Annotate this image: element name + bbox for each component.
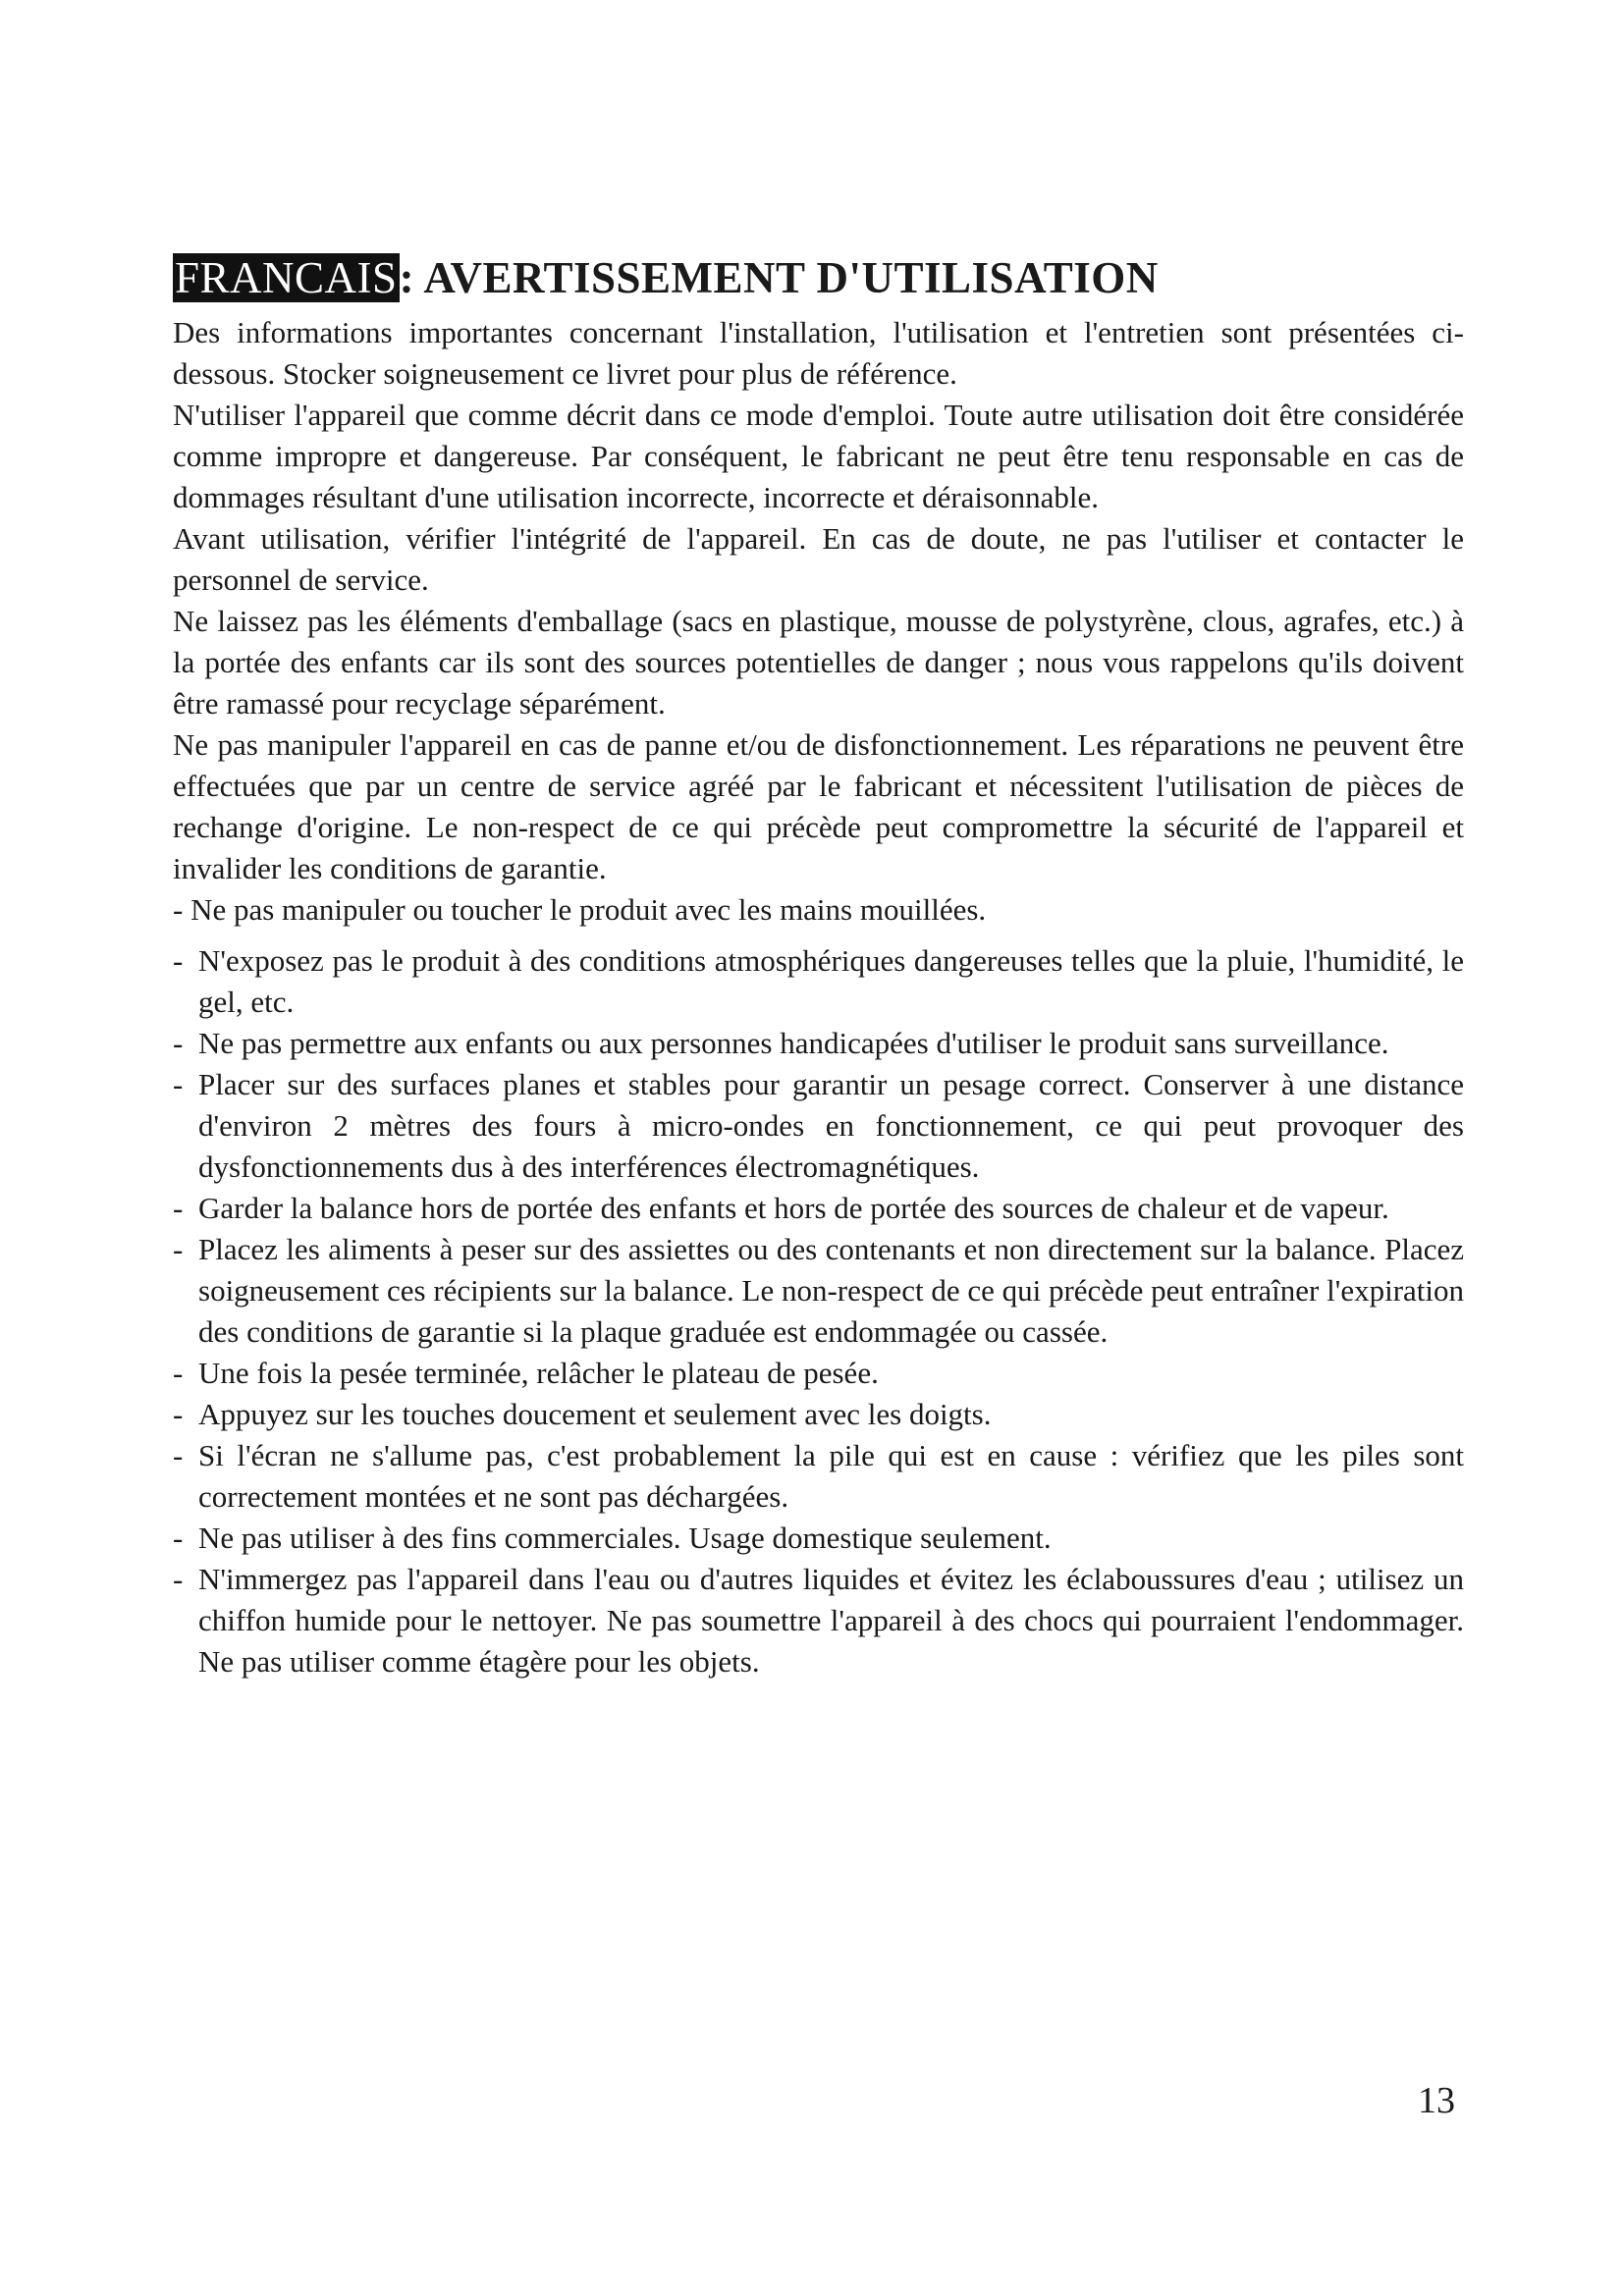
document-page (173, 245, 1464, 1682)
list-marker: - (173, 1397, 184, 1431)
paragraph-usage: N'utiliser l'appareil que comme décrit dans ce mode d'emploi. Toute autre utilisation doit être considérée comme impropre et dangereuse. Par conséquent, le fabricant ne peut être tenu responsable en cas de dommages résultant d'une utilisation incorrecte, incorrecte et déraisonnable. (173, 398, 1464, 514)
paragraph-packaging: Ne laissez pas les éléments d'emballage (sacs en plastique, mousse de polystyrène, clous, agrafes, etc.) à la portée des enfants car ils sont des sources potentielles de danger ; nous vous rappelons qu'ils doivent être ramassé pour recyclage séparément. (173, 604, 1464, 721)
list-item-text: N'exposez pas le produit à des conditions atmosphériques dangereuses telles que la pluie, l'humidité, le gel, etc. (198, 943, 1464, 1019)
list-item (173, 940, 1464, 1023)
list-item-text: Si l'écran ne s'allume pas, c'est probablement la pile qui est en cause : vérifiez que les piles sont correctement montées et ne sont pas déchargées. (198, 1438, 1464, 1514)
heading-title: AVERTISSEMENT D'UTILISATION (414, 253, 1159, 302)
list-marker: - (173, 1438, 184, 1472)
list-item (173, 1559, 1464, 1682)
list-marker: - (173, 1067, 184, 1101)
list-marker: - (173, 1356, 184, 1390)
list-item-text: Ne pas permettre aux enfants ou aux personnes handicapées d'utiliser le produit sans surveillance. (198, 1026, 1389, 1060)
section-heading (173, 245, 1464, 310)
list-item (173, 1229, 1464, 1353)
paragraph-integrity-check: Avant utilisation, vérifier l'intégrité de l'appareil. En cas de doute, ne pas l'utiliser et contacter le personnel de service. (173, 521, 1464, 597)
list-marker: - (173, 943, 184, 978)
heading-separator: : (399, 253, 415, 302)
list-marker: - (173, 1026, 184, 1060)
page-number: 13 (1418, 2080, 1455, 2121)
paragraph-intro: Des informations importantes concernant l'installation, l'utilisation et l'entretien sont présentées ci-dessous. Stocker soigneusement ce livret pour plus de référence. (173, 315, 1464, 391)
language-tag: FRANCAIS (175, 253, 398, 302)
warning-list (173, 940, 1464, 1682)
list-item (173, 1188, 1464, 1229)
list-item-text: Placer sur des surfaces planes et stables pour garantir un pesage correct. Conserver à une distance d'environ 2 mètres des fours à micro-ondes en fonctionnement, ce qui peut provoquer des dysfonctionnements dus à des interférences électromagnétiques. (198, 1067, 1464, 1184)
list-item-text: Une fois la pesée terminée, relâcher le plateau de pesée. (198, 1356, 879, 1390)
paragraph-wet-hands: - Ne pas manipuler ou toucher le produit avec les mains mouillées. (173, 892, 987, 927)
list-item-text: Ne pas utiliser à des fins commerciales. Usage domestique seulement. (198, 1521, 1052, 1555)
list-marker: - (173, 1562, 184, 1596)
list-marker: - (173, 1232, 184, 1266)
list-item (173, 1023, 1464, 1064)
list-item (173, 1353, 1464, 1394)
paragraph-repairs: Ne pas manipuler l'appareil en cas de panne et/ou de disfonctionnement. Les réparations ne peuvent être effectuées que par un centre de service agréé par le fabricant et nécessitent l'utilisation de pièces de rechange d'origine. Le non-respect de ce qui précède peut compromettre la sécurité de l'appareil et invalider les conditions de garantie. (173, 727, 1464, 885)
list-item (173, 1064, 1464, 1188)
list-item (173, 1394, 1464, 1435)
list-item-text: N'immergez pas l'appareil dans l'eau ou d'autres liquides et évitez les éclaboussures d'eau ; utilisez un chiffon humide pour le nettoyer. Ne pas soumettre l'appareil à des chocs qui pourraient l'endommager. Ne pas utiliser comme étagère pour les objets. (198, 1562, 1464, 1679)
list-item (173, 1435, 1464, 1518)
list-marker: - (173, 1191, 184, 1225)
list-item-text: Placez les aliments à peser sur des assiettes ou des contenants et non directement sur la balance. Placez soigneusement ces récipients sur la balance. Le non-respect de ce qui précède peut entraîner l'expiration des conditions de garantie si la plaque graduée est endommagée ou cassée. (198, 1232, 1464, 1349)
list-marker: - (173, 1521, 184, 1555)
list-item-text: Appuyez sur les touches doucement et seulement avec les doigts. (198, 1397, 992, 1431)
list-item (173, 1518, 1464, 1559)
list-item-text: Garder la balance hors de portée des enfants et hors de portée des sources de chaleur et de vapeur. (198, 1191, 1389, 1225)
